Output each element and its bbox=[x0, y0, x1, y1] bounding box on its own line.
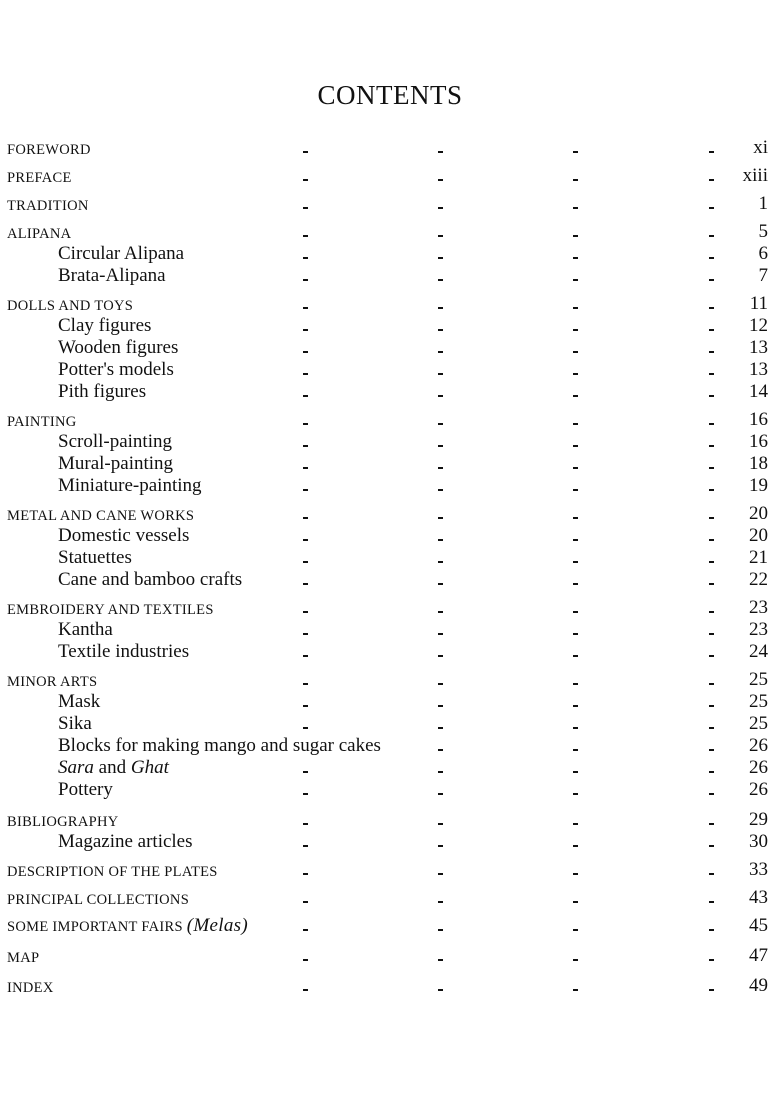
leader-dash bbox=[573, 373, 578, 375]
toc-entry bbox=[0, 266, 780, 290]
leader-dash bbox=[709, 279, 714, 281]
toc-entry-label: FOREWORD bbox=[7, 142, 91, 158]
toc-entry-page-number: 20 bbox=[749, 525, 768, 546]
toc-entry-label: Statuettes bbox=[58, 547, 132, 568]
leader-dash bbox=[438, 705, 443, 707]
toc-entry-page-number: 33 bbox=[749, 859, 768, 880]
leader-dash bbox=[573, 307, 578, 309]
leader-dash bbox=[709, 611, 714, 613]
toc-entry-page-number: 12 bbox=[749, 315, 768, 336]
leader-dash bbox=[303, 561, 308, 563]
leader-dash bbox=[438, 873, 443, 875]
leader-dash bbox=[709, 151, 714, 153]
toc-entry-page-number: 20 bbox=[749, 503, 768, 524]
leader-dash bbox=[709, 539, 714, 541]
leader-dash bbox=[438, 845, 443, 847]
leader-dash bbox=[303, 151, 308, 153]
toc-entry-label: DOLLS AND TOYS bbox=[7, 298, 134, 314]
leader-dash bbox=[438, 351, 443, 353]
leader-dash bbox=[709, 395, 714, 397]
toc-entry-label: DESCRIPTION OF THE PLATES bbox=[7, 864, 218, 880]
toc-entry bbox=[0, 780, 780, 804]
leader-dash bbox=[573, 423, 578, 425]
toc-entry-page-number: 26 bbox=[749, 735, 768, 756]
leader-dash bbox=[573, 257, 578, 259]
leader-dash bbox=[709, 445, 714, 447]
leader-dash bbox=[573, 395, 578, 397]
leader-dash bbox=[303, 279, 308, 281]
leader-dash bbox=[438, 467, 443, 469]
leader-dash bbox=[709, 257, 714, 259]
leader-dash bbox=[303, 307, 308, 309]
toc-entry-page-number: 23 bbox=[749, 619, 768, 640]
leader-dash bbox=[438, 611, 443, 613]
toc-entry-page-number: 7 bbox=[758, 265, 768, 286]
toc-entry-page-number: 16 bbox=[749, 409, 768, 430]
toc-entry-page-number: 13 bbox=[749, 337, 768, 358]
leader-dash bbox=[438, 583, 443, 585]
leader-dash bbox=[709, 929, 714, 931]
toc-entry bbox=[0, 194, 780, 218]
leader-dash bbox=[709, 329, 714, 331]
leader-dash bbox=[438, 633, 443, 635]
leader-dash bbox=[303, 793, 308, 795]
leader-dash bbox=[573, 279, 578, 281]
toc-entry-page-number: 30 bbox=[749, 831, 768, 852]
leader-dash bbox=[573, 179, 578, 181]
toc-entry-page-number: 5 bbox=[758, 221, 768, 242]
toc-entry-page-number: 16 bbox=[749, 431, 768, 452]
toc-entry bbox=[0, 916, 780, 940]
leader-dash bbox=[438, 727, 443, 729]
toc-entry-label: Potter's models bbox=[58, 359, 174, 380]
toc-entry-label: TRADITION bbox=[7, 198, 89, 214]
leader-dash bbox=[303, 489, 308, 491]
leader-dash bbox=[303, 989, 308, 991]
leader-dash bbox=[438, 929, 443, 931]
toc-entry bbox=[0, 670, 780, 694]
leader-dash bbox=[303, 351, 308, 353]
toc-entry-label: Textile industries bbox=[58, 641, 190, 662]
toc-entry bbox=[0, 642, 780, 666]
leader-dash bbox=[709, 517, 714, 519]
leader-dash bbox=[303, 683, 308, 685]
leader-dash bbox=[573, 235, 578, 237]
leader-dash bbox=[573, 445, 578, 447]
leader-dash bbox=[573, 633, 578, 635]
leader-dash bbox=[303, 445, 308, 447]
leader-dash bbox=[438, 235, 443, 237]
leader-dash bbox=[303, 705, 308, 707]
toc-entry-label: BIBLIOGRAPHY bbox=[7, 814, 119, 830]
leader-dash bbox=[573, 771, 578, 773]
leader-dash bbox=[438, 279, 443, 281]
leader-dash bbox=[438, 179, 443, 181]
toc-entry-page-number: 23 bbox=[749, 597, 768, 618]
toc-entry-label: PAINTING bbox=[7, 414, 77, 430]
leader-dash bbox=[303, 823, 308, 825]
toc-entry-label: METAL AND CANE WORKS bbox=[7, 508, 195, 524]
toc-entry bbox=[0, 476, 780, 500]
leader-dash bbox=[303, 235, 308, 237]
toc-entry-page-number: xi bbox=[753, 137, 768, 158]
leader-dash bbox=[709, 351, 714, 353]
leader-dash bbox=[709, 705, 714, 707]
toc-entry bbox=[0, 976, 780, 1000]
leader-dash bbox=[573, 823, 578, 825]
toc-entry-page-number: 26 bbox=[749, 757, 768, 778]
leader-dash bbox=[303, 539, 308, 541]
leader-dash bbox=[438, 395, 443, 397]
toc-entry-page-number: 18 bbox=[749, 453, 768, 474]
toc-entry-label: Wooden figures bbox=[58, 337, 179, 358]
leader-dash bbox=[709, 873, 714, 875]
toc-entry-label: PRINCIPAL COLLECTIONS bbox=[7, 892, 190, 908]
leader-dash bbox=[303, 207, 308, 209]
leader-dash bbox=[709, 771, 714, 773]
toc-entry-label: EMBROIDERY AND TEXTILES bbox=[7, 602, 214, 618]
leader-dash bbox=[303, 583, 308, 585]
toc-entry bbox=[0, 166, 780, 190]
leader-dash bbox=[438, 329, 443, 331]
toc-entry-label: Magazine articles bbox=[58, 831, 193, 852]
toc-entry bbox=[0, 758, 780, 782]
toc-entry bbox=[0, 888, 780, 912]
leader-dash bbox=[438, 207, 443, 209]
leader-dash bbox=[709, 901, 714, 903]
leader-dash bbox=[438, 959, 443, 961]
leader-dash bbox=[709, 561, 714, 563]
toc-entry-label: Cane and bamboo crafts bbox=[58, 569, 243, 590]
leader-dash bbox=[303, 873, 308, 875]
leader-dash bbox=[438, 561, 443, 563]
toc-entry-label: Domestic vessels bbox=[58, 525, 190, 546]
leader-dash bbox=[573, 561, 578, 563]
toc-entry-page-number: 43 bbox=[749, 887, 768, 908]
leader-dash bbox=[573, 467, 578, 469]
toc-entry bbox=[0, 598, 780, 622]
leader-dash bbox=[438, 517, 443, 519]
toc-entry-label: Mural-painting bbox=[58, 453, 174, 474]
toc-entry-page-number: 11 bbox=[749, 293, 768, 314]
toc-entry-label: Circular Alipana bbox=[58, 243, 185, 264]
toc-entry-label: Kantha bbox=[58, 619, 113, 640]
leader-dash bbox=[709, 179, 714, 181]
leader-dash bbox=[573, 583, 578, 585]
toc-entry-page-number: 49 bbox=[749, 975, 768, 996]
toc-entry bbox=[0, 692, 780, 716]
leader-dash bbox=[303, 467, 308, 469]
leader-dash bbox=[709, 207, 714, 209]
leader-dash bbox=[709, 959, 714, 961]
toc-entry bbox=[0, 832, 780, 856]
toc-entry bbox=[0, 860, 780, 884]
leader-dash bbox=[573, 901, 578, 903]
leader-dash bbox=[303, 845, 308, 847]
leader-dash bbox=[573, 929, 578, 931]
toc-entry-label: Brata-Alipana bbox=[58, 265, 166, 286]
leader-dash bbox=[438, 257, 443, 259]
leader-dash bbox=[303, 959, 308, 961]
leader-dash bbox=[438, 749, 443, 751]
leader-dash bbox=[303, 395, 308, 397]
toc-entry-page-number: 13 bbox=[749, 359, 768, 380]
leader-dash bbox=[709, 823, 714, 825]
toc-entry-page-number: 45 bbox=[749, 915, 768, 936]
leader-dash bbox=[573, 539, 578, 541]
leader-dash bbox=[303, 633, 308, 635]
leader-dash bbox=[303, 771, 308, 773]
toc-entry-label: MAP bbox=[7, 950, 40, 966]
leader-dash bbox=[709, 583, 714, 585]
leader-dash bbox=[573, 845, 578, 847]
toc-entry-page-number: 22 bbox=[749, 569, 768, 590]
toc-entry-page-number: 25 bbox=[749, 669, 768, 690]
toc-entry-label: Miniature-painting bbox=[58, 475, 202, 496]
toc-entry-page-number: 25 bbox=[749, 713, 768, 734]
leader-dash bbox=[709, 633, 714, 635]
toc-entry-label: Pottery bbox=[58, 779, 113, 800]
leader-dash bbox=[573, 489, 578, 491]
toc-entry-page-number: 47 bbox=[749, 945, 768, 966]
toc-entry-page-number: xiii bbox=[742, 165, 768, 186]
leader-dash bbox=[303, 611, 308, 613]
leader-dash bbox=[709, 423, 714, 425]
leader-dash bbox=[438, 989, 443, 991]
leader-dash bbox=[303, 179, 308, 181]
leader-dash bbox=[438, 373, 443, 375]
leader-dash bbox=[573, 151, 578, 153]
leader-dash bbox=[438, 151, 443, 153]
leader-dash bbox=[438, 539, 443, 541]
leader-dash bbox=[709, 655, 714, 657]
toc-entry-page-number: 21 bbox=[749, 547, 768, 568]
leader-dash bbox=[303, 929, 308, 931]
leader-dash bbox=[438, 489, 443, 491]
toc-entry-page-number: 14 bbox=[749, 381, 768, 402]
leader-dash bbox=[709, 307, 714, 309]
toc-entry-label: Blocks for making mango and sugar cakes bbox=[58, 735, 381, 756]
leader-dash bbox=[573, 793, 578, 795]
leader-dash bbox=[573, 683, 578, 685]
leader-dash bbox=[573, 517, 578, 519]
toc-entry-label: Sika bbox=[58, 713, 92, 734]
leader-dash bbox=[303, 329, 308, 331]
toc-entry-page-number: 29 bbox=[749, 809, 768, 830]
leader-dash bbox=[573, 959, 578, 961]
toc-entry-label: Pith figures bbox=[58, 381, 147, 402]
toc-entry bbox=[0, 946, 780, 970]
leader-dash bbox=[438, 655, 443, 657]
toc-entry-label: ALIPANA bbox=[7, 226, 72, 242]
leader-dash bbox=[438, 793, 443, 795]
leader-dash bbox=[438, 683, 443, 685]
toc-entry-page-number: 19 bbox=[749, 475, 768, 496]
leader-dash bbox=[303, 727, 308, 729]
leader-dash bbox=[438, 423, 443, 425]
leader-dash bbox=[573, 749, 578, 751]
leader-dash bbox=[709, 749, 714, 751]
leader-dash bbox=[573, 727, 578, 729]
leader-dash bbox=[303, 257, 308, 259]
leader-dash bbox=[573, 329, 578, 331]
leader-dash bbox=[303, 423, 308, 425]
leader-dash bbox=[573, 351, 578, 353]
leader-dash bbox=[573, 655, 578, 657]
toc-entry-label: INDEX bbox=[7, 980, 54, 996]
leader-dash bbox=[303, 901, 308, 903]
leader-dash bbox=[573, 207, 578, 209]
toc-entry-label: PREFACE bbox=[7, 170, 72, 186]
page-title: CONTENTS bbox=[317, 80, 463, 110]
toc-entry bbox=[0, 570, 780, 594]
toc-entry-label: Clay figures bbox=[58, 315, 152, 336]
toc-entry-page-number: 1 bbox=[758, 193, 768, 214]
toc-entry-label: SOME IMPORTANT FAIRS (Melas) bbox=[7, 915, 248, 936]
leader-dash bbox=[573, 705, 578, 707]
leader-dash bbox=[709, 683, 714, 685]
leader-dash bbox=[709, 373, 714, 375]
leader-dash bbox=[303, 517, 308, 519]
toc-entry-page-number: 26 bbox=[749, 779, 768, 800]
leader-dash bbox=[573, 611, 578, 613]
leader-dash bbox=[709, 845, 714, 847]
leader-dash bbox=[438, 445, 443, 447]
toc-entry-label: MINOR ARTS bbox=[7, 674, 98, 690]
toc-entry-label: Mask bbox=[58, 691, 101, 712]
toc-entry-label: Scroll-painting bbox=[58, 431, 172, 452]
leader-dash bbox=[709, 989, 714, 991]
leader-dash bbox=[303, 373, 308, 375]
toc-entry-page-number: 25 bbox=[749, 691, 768, 712]
leader-dash bbox=[438, 823, 443, 825]
leader-dash bbox=[573, 873, 578, 875]
toc-entry-label: Sara and Ghat bbox=[58, 757, 169, 778]
leader-dash bbox=[438, 307, 443, 309]
leader-dash bbox=[709, 727, 714, 729]
leader-dash bbox=[573, 989, 578, 991]
leader-dash bbox=[709, 235, 714, 237]
leader-dash bbox=[438, 771, 443, 773]
leader-dash bbox=[438, 901, 443, 903]
leader-dash bbox=[303, 655, 308, 657]
toc-entry-page-number: 6 bbox=[758, 243, 768, 264]
leader-dash bbox=[709, 793, 714, 795]
toc-entry bbox=[0, 382, 780, 406]
toc-entry-page-number: 24 bbox=[749, 641, 768, 662]
leader-dash bbox=[709, 489, 714, 491]
leader-dash bbox=[709, 467, 714, 469]
toc-entry bbox=[0, 138, 780, 162]
